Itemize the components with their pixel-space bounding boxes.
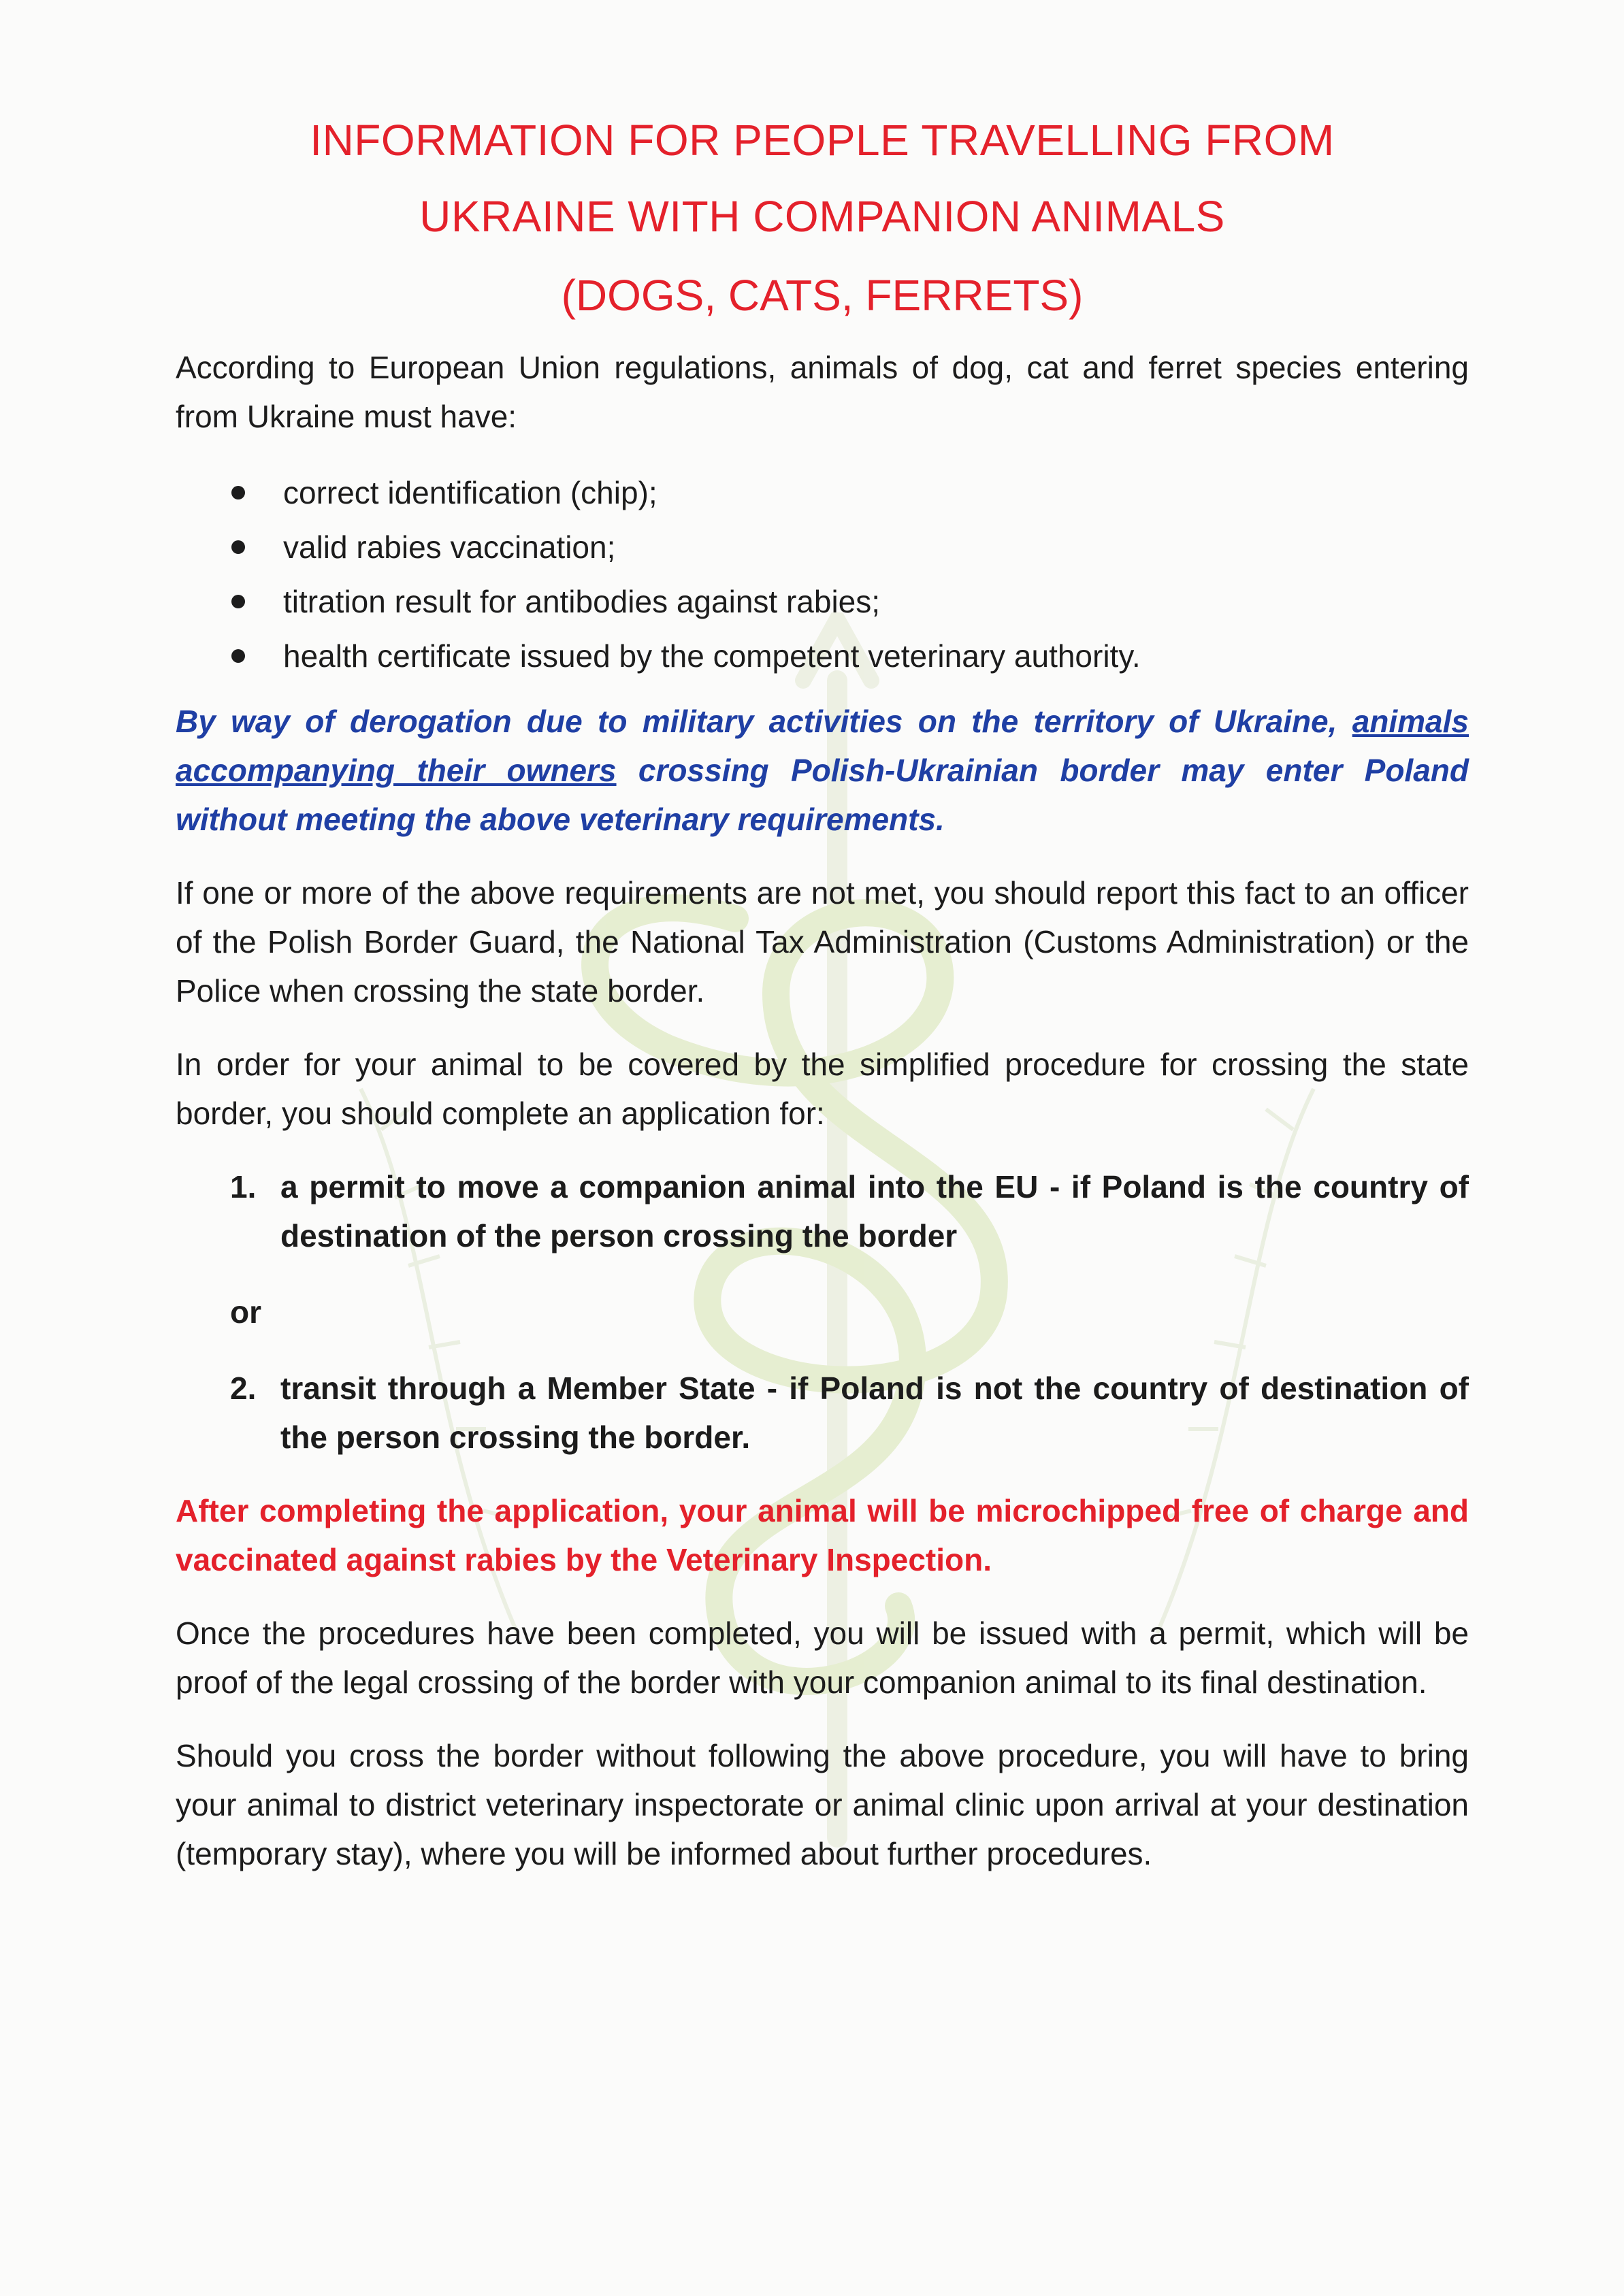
report-paragraph: If one or more of the above requirements are not met, you should report this fact to an officer of the Polish Border Guard, the National Tax Administration (Customs Administration) or the Police when crossing the state border.	[176, 875, 1469, 1008]
derogation-text-2: crossing Polish-Ukrainian border may enter Poland without meeting the above veterinary requirements.	[176, 753, 1469, 837]
free-services-notice: After completing the application, your animal will be microchipped free of charge and vaccinated against rabies by the Veterinary Inspection.	[176, 1493, 1469, 1577]
list-item	[230, 520, 1469, 574]
derogation-paragraph	[176, 697, 1469, 844]
list-item	[230, 629, 1469, 683]
list-item	[230, 465, 1469, 520]
application-options-list	[230, 1162, 1469, 1260]
requirement-text: valid rabies vaccination;	[283, 529, 616, 565]
title-line-1: INFORMATION FOR PEOPLE TRAVELLING FROM	[310, 116, 1335, 165]
document-content	[176, 102, 1469, 1878]
requirement-text: health certificate issued by the competent veterinary authority.	[283, 638, 1141, 674]
title-line-2: UKRAINE WITH COMPANION ANIMALS	[419, 192, 1225, 241]
bullet-icon	[231, 649, 245, 663]
noncompliance-paragraph: Should you cross the border without following the above procedure, you will have to bring your animal to district veterinary inspectorate or animal clinic upon arrival at your destination (temporary stay), where you will be informed about further procedures.	[176, 1738, 1469, 1871]
intro-paragraph: According to European Union regulations, animals of dog, cat and ferret species entering from Ukraine must have:	[176, 350, 1469, 434]
bullet-icon	[231, 595, 245, 608]
requirements-list	[230, 465, 1469, 683]
list-item	[230, 1162, 1469, 1260]
derogation-text-1: By way of derogation due to military activities on the territory of Ukraine,	[176, 704, 1352, 739]
option-number: 1.	[230, 1169, 257, 1204]
document-subtitle: (DOGS, CATS, FERRETS)	[561, 271, 1084, 320]
procedure-paragraph: In order for your animal to be covered by the simplified procedure for crossing the state border, you should complete an application for:	[176, 1047, 1469, 1131]
option-text: a permit to move a companion animal into the EU - if Poland is the country of destination of the person crossing the border	[280, 1169, 1469, 1253]
application-options-list-2	[230, 1364, 1469, 1462]
option-number: 2.	[230, 1371, 257, 1406]
list-item	[230, 1364, 1469, 1462]
permit-paragraph: Once the procedures have been completed, you will be issued with a permit, which will be proof of the legal crossing of the border with your companion animal to its final destination.	[176, 1616, 1469, 1700]
option-text: transit through a Member State - if Poland is not the country of destination of the person crossing the border.	[280, 1371, 1469, 1455]
bullet-icon	[231, 486, 245, 499]
derogation-underlined-text: animals accompanying their owners	[176, 704, 1469, 788]
or-separator: or	[230, 1294, 261, 1330]
requirement-text: correct identification (chip);	[283, 475, 657, 510]
bullet-icon	[231, 540, 245, 554]
list-item	[230, 574, 1469, 629]
document-title	[176, 102, 1469, 255]
requirement-text: titration result for antibodies against rabies;	[283, 584, 881, 619]
